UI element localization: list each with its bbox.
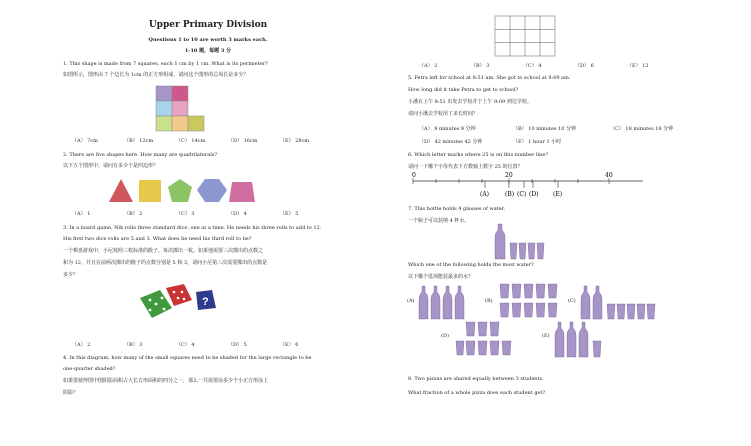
q4-text-zh1: 如果要使得图中图阴影面积占大长方形面积的四分之一，那么一共需要涂多少个小正方形涂上 bbox=[63, 378, 269, 384]
q2-text-en: 2. There are five shapes here. How many are quadrilaterals? bbox=[63, 152, 218, 158]
glass-icon bbox=[627, 304, 635, 319]
q2-pentagon-shape bbox=[168, 179, 192, 202]
glass-icon bbox=[528, 243, 535, 259]
q6-letter-d: (D) bbox=[529, 191, 539, 198]
q7-option-b-label[interactable]: (B) bbox=[485, 298, 493, 304]
q4-text-line1: 4. In this diagram, how many of the small squares need to be shaded for the large rectangle to be bbox=[63, 355, 312, 361]
glass-icon bbox=[510, 243, 517, 259]
q2-option-b[interactable]: （B） 2 bbox=[124, 211, 143, 217]
glass-icon bbox=[466, 322, 475, 336]
q1-option-d[interactable]: （D） 16cm bbox=[228, 138, 258, 144]
q6-tick-0: 0 bbox=[412, 172, 416, 179]
q1-square bbox=[172, 86, 188, 101]
q5-option-b[interactable]: （B） 10 minutes 10 分钟 bbox=[513, 126, 577, 132]
q7-option-a-label[interactable]: (A) bbox=[407, 298, 415, 304]
q7-option-d-figure[interactable] bbox=[455, 322, 515, 360]
glass-icon bbox=[536, 284, 545, 298]
bottle-icon bbox=[555, 322, 564, 357]
glass-icon bbox=[456, 341, 464, 355]
q2-option-c[interactable]: （C） 3 bbox=[176, 211, 195, 217]
q6-letter-a: (A) bbox=[480, 191, 490, 198]
q1-square bbox=[172, 101, 188, 116]
q1-text-zh: 如图所示，图形由 7 个边长为 1cm 的正方形组成，请问这个图形的总周长是多少？ bbox=[63, 72, 249, 78]
q3-text-line2: His first two dice rolls are 5 and 3. What does he need his third roll to be? bbox=[63, 236, 252, 242]
glass-icon bbox=[502, 341, 511, 355]
q8-text-en: 8. Two pizzas are shared equally between 3 students. bbox=[408, 376, 544, 382]
q2-text-zh: 以下五个图形中，请问有多少个是四边形？ bbox=[63, 163, 159, 169]
die-pip bbox=[155, 303, 158, 306]
q6-tick-20: 20 bbox=[505, 172, 513, 179]
q4-option-b[interactable]: （B） 3 bbox=[471, 63, 490, 69]
q1-text-en: 1. This shape is made from 7 squares, each 1 cm by 1 cm. What is its perimeter? bbox=[63, 61, 268, 67]
q7-option-d-label[interactable]: (D) bbox=[441, 333, 449, 339]
die-pip bbox=[181, 291, 184, 294]
q1-square bbox=[188, 116, 204, 131]
bottle-icon bbox=[495, 224, 505, 259]
q2-triangle-shape bbox=[109, 179, 133, 202]
q6-number-line bbox=[413, 173, 645, 201]
q7-text-en: 7. This bottle holds 4 glasses of water. bbox=[408, 206, 506, 212]
die-pip bbox=[177, 297, 180, 300]
q7-option-a-figure[interactable] bbox=[419, 286, 469, 320]
bottle-icon bbox=[431, 286, 440, 319]
die-pip bbox=[149, 299, 152, 302]
q4-option-e[interactable]: （E） 12 bbox=[627, 63, 649, 69]
q7-option-c-figure[interactable] bbox=[581, 286, 661, 320]
glass-icon bbox=[478, 341, 487, 355]
page-subtitle-en: Questions 1 to 10 are worth 3 marks each. bbox=[148, 37, 268, 43]
bottle-icon bbox=[455, 286, 464, 319]
q1-square bbox=[156, 116, 172, 131]
q1-option-c[interactable]: （C） 14cm bbox=[176, 138, 206, 144]
q6-text-en: 6. Which letter marks where 25 is on this number line? bbox=[408, 152, 549, 158]
glass-icon bbox=[617, 304, 625, 319]
q7-option-e-figure[interactable] bbox=[555, 322, 615, 358]
die-pip bbox=[183, 298, 186, 301]
page-title: Upper Primary Division bbox=[148, 20, 268, 30]
q1-option-b[interactable]: （B） 12cm bbox=[124, 138, 154, 144]
glass-icon bbox=[537, 243, 544, 259]
q2-trapezoid-shape bbox=[229, 182, 255, 202]
q5-option-c[interactable]: （C） 18 minutes 18 分钟 bbox=[610, 126, 674, 132]
left-page bbox=[58, 0, 358, 446]
die-pip bbox=[163, 308, 166, 311]
glass-icon bbox=[548, 284, 557, 298]
die-pip bbox=[161, 297, 164, 300]
q6-letter-b: (B) bbox=[505, 191, 515, 198]
page-subtitle-zh: 1-10 题，每题 3 分 bbox=[184, 48, 232, 54]
q4-option-d[interactable]: （D） 6 bbox=[575, 63, 594, 69]
glass-icon bbox=[466, 341, 475, 355]
q1-square bbox=[156, 101, 172, 116]
q4-option-c[interactable]: （C） 4 bbox=[523, 63, 542, 69]
bottle-icon bbox=[567, 322, 576, 357]
q6-tick-40: 40 bbox=[605, 172, 613, 179]
q5-option-d[interactable]: （D） 42 minutes 42 分钟 bbox=[419, 139, 483, 145]
q3-option-e[interactable]: （E） 6 bbox=[280, 342, 299, 348]
q2-option-d[interactable]: （D） 4 bbox=[228, 211, 247, 217]
bottle-icon bbox=[593, 286, 602, 319]
die-pip bbox=[149, 309, 152, 312]
q1-square bbox=[172, 116, 188, 131]
glass-icon bbox=[524, 303, 533, 317]
q2-option-a[interactable]: （A） 1 bbox=[72, 211, 91, 217]
q5-text-en: 5. Petra left for school at 8:51 am. She got to school at 9:09 am. bbox=[408, 75, 571, 81]
q4-text-line2: one-quarter shaded? bbox=[63, 366, 116, 372]
glass-icon bbox=[524, 284, 533, 298]
q8-text-en2: What fraction of a whole pizza does each student get? bbox=[408, 390, 546, 396]
q5-option-a[interactable]: （A） 9 minutes 9 分钟 bbox=[419, 126, 476, 132]
q3-text-zh3: 多少？ bbox=[63, 272, 79, 278]
glass-icon bbox=[647, 304, 655, 319]
q1-square bbox=[156, 86, 172, 101]
q3-text-line1: 3. In a board game, Nik rolls three standard dice, one at a time. He needs his three rolls to add to 12. bbox=[63, 225, 322, 231]
glass-icon bbox=[490, 341, 499, 355]
glass-icon bbox=[490, 322, 499, 336]
glass-icon bbox=[512, 284, 521, 298]
bottle-icon bbox=[581, 286, 590, 319]
q2-rounded-square-shape bbox=[139, 180, 161, 202]
right-page bbox=[405, 0, 705, 446]
q4-grid-figure bbox=[495, 16, 555, 56]
q7-text-zh2: 以下哪个选项能装最多的水？ bbox=[408, 274, 474, 280]
q7-text-zh: 一个瓶子可以装纳 4 杯水。 bbox=[408, 218, 470, 224]
q1-squares-figure bbox=[156, 86, 196, 134]
q5-text-en2: How long did it take Petra to get to school? bbox=[408, 87, 519, 93]
bottle-icon bbox=[443, 286, 452, 319]
q6-text-zh: 请问一下哪个字母代表下方数轴上数字 25 的位置？ bbox=[408, 164, 523, 170]
q2-option-e[interactable]: （E） 5 bbox=[280, 211, 299, 217]
q7-option-b-figure[interactable] bbox=[499, 284, 559, 320]
q7-option-c-label[interactable]: (C) bbox=[568, 298, 576, 304]
glass-icon bbox=[593, 341, 601, 357]
q6-letter-c: (C) bbox=[517, 191, 527, 198]
q3-option-b[interactable]: （B） 3 bbox=[124, 342, 143, 348]
glass-icon bbox=[500, 284, 509, 298]
q7-text-en2: Which one of the following holds the most water? bbox=[408, 262, 534, 268]
q4-option-a[interactable]: （A） 2 bbox=[419, 63, 438, 69]
glass-icon bbox=[536, 303, 545, 317]
q3-option-a[interactable]: （A） 2 bbox=[72, 342, 91, 348]
q2-shapes-figure bbox=[108, 178, 308, 204]
glass-icon bbox=[478, 322, 487, 336]
q3-option-d[interactable]: （D） 5 bbox=[228, 342, 247, 348]
q3-die-question-mark: ? bbox=[202, 296, 209, 308]
q5-text-zh1: 小潘在上午 8:51 出发去学校并于上午 9:09 到达学校。 bbox=[408, 99, 532, 105]
q5-option-e[interactable]: （E） 1 hour 1 小时 bbox=[513, 139, 562, 145]
glass-icon bbox=[548, 303, 557, 317]
glass-icon bbox=[637, 304, 645, 319]
q3-text-zh1: 一个棋盘游戏中，小尼按照三枚标准的骰子，每次掷出一枚。如果他需要三次掷出的点数之 bbox=[63, 248, 264, 254]
bottle-icon bbox=[579, 322, 588, 357]
q1-option-e[interactable]: （E） 28cm bbox=[280, 138, 310, 144]
red-die-icon bbox=[166, 284, 192, 306]
bottle-icon bbox=[419, 286, 428, 319]
q3-text-zh2: 和为 12，并且在前两次掷出的骰子的点数分别是 5 和 3，请问小尼第三次需要掷出的点数是 bbox=[63, 260, 268, 266]
q3-option-c[interactable]: （C） 4 bbox=[176, 342, 195, 348]
glass-icon bbox=[512, 303, 521, 317]
q6-letter-e: (E) bbox=[553, 191, 563, 198]
q7-option-e-label[interactable]: (E) bbox=[542, 333, 550, 339]
q7-bottle-and-glasses bbox=[495, 224, 547, 260]
q5-text-zh2: 请问小潘去学校用了多长时间？ bbox=[408, 111, 479, 117]
q2-hexagon-shape bbox=[197, 179, 227, 202]
glass-icon bbox=[607, 304, 615, 319]
die-pip bbox=[173, 291, 176, 294]
glass-icon bbox=[519, 243, 526, 259]
q3-dice-figure bbox=[138, 284, 228, 332]
glass-icon bbox=[500, 303, 509, 317]
q4-text-zh2: 阴影？ bbox=[63, 390, 79, 396]
q1-option-a[interactable]: （A） 7cm bbox=[72, 138, 98, 144]
